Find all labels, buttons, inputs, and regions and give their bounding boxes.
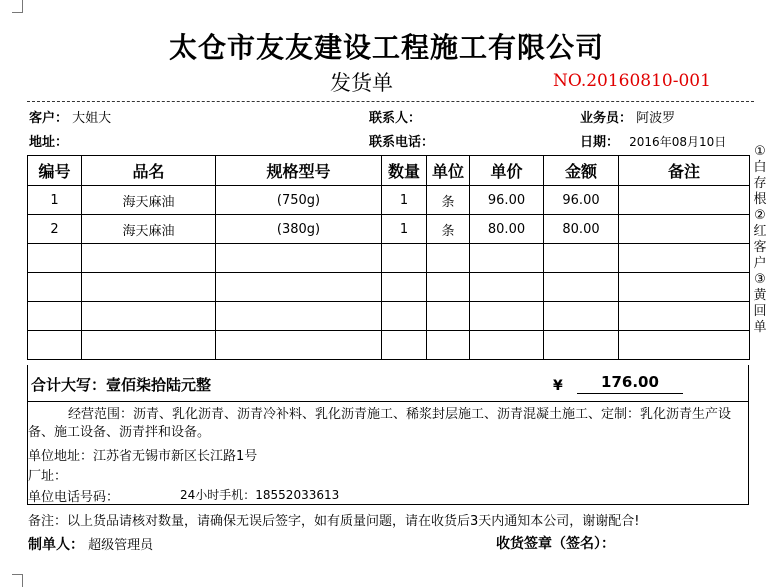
page-corner-mark (12, 574, 23, 587)
cell-no (28, 273, 82, 302)
cell-amount (544, 331, 619, 360)
copies-note: ①白存根②红客户③黄回单 (753, 144, 767, 335)
table-row (28, 215, 750, 244)
cell-remark (619, 331, 750, 360)
cell-amount: 80.00 (544, 215, 619, 244)
cell-spec (216, 331, 382, 360)
company-name: 太仓市友友建设工程施工有限公司 (168, 31, 604, 64)
table-header-row (28, 156, 750, 186)
maker-value: 超级管理员 (88, 538, 154, 553)
table-row (28, 302, 750, 331)
cell-amount (544, 302, 619, 331)
cell-price (470, 331, 544, 360)
cell-spec (216, 302, 382, 331)
header-spec: 规格型号 (216, 156, 382, 186)
cell-spec (216, 273, 382, 302)
cell-unit: 条 (427, 186, 470, 215)
remark-note: 备注：以上货品请核对数量，请确保无误后签字，如有质量问题，请在收货后3天内通知本公司，谢谢配合! (28, 514, 640, 529)
cell-unit (427, 302, 470, 331)
salesman-field (580, 107, 675, 126)
cell-product: 海天麻油 (82, 215, 216, 244)
cell-no (28, 302, 82, 331)
cell-spec: (380g) (216, 215, 382, 244)
document-number: NO.20160810-001 (553, 71, 711, 91)
table-row (28, 273, 750, 302)
cell-amount: 96.00 (544, 186, 619, 215)
maker-field (28, 534, 153, 554)
date-label: 日期： (580, 135, 620, 150)
cell-amount (544, 244, 619, 273)
business-scope: 经营范围：沥青、乳化沥青、沥青冷补料、乳化沥青施工、稀浆封层施工、沥青混凝土施工、定制：乳化沥青生产设备、施工设备、沥青拌和设备。 (28, 407, 732, 440)
cell-qty (382, 273, 427, 302)
header-product: 品名 (82, 156, 216, 186)
cell-spec: (750g) (216, 186, 382, 215)
header-remark: 备注 (619, 156, 750, 186)
phone-label: 联系电话： (369, 135, 435, 150)
cell-spec (216, 244, 382, 273)
contact-field (369, 107, 421, 126)
cell-remark (619, 215, 750, 244)
header-qty: 数量 (382, 156, 427, 186)
header-no: 编号 (28, 156, 82, 186)
cell-price: 96.00 (470, 186, 544, 215)
header-unit: 单位 (427, 156, 470, 186)
cell-remark (619, 302, 750, 331)
total-in-words: 合计大写：壹佰柒拾陆元整 (31, 376, 212, 394)
address-field (29, 131, 68, 150)
cell-qty (382, 244, 427, 273)
cell-price (470, 273, 544, 302)
cell-no: 2 (28, 215, 82, 244)
receiver-signature-label: 收货签章（签名）： (496, 536, 615, 552)
salesman-value: 阿波罗 (636, 111, 676, 126)
cell-remark (619, 244, 750, 273)
header-price: 单价 (470, 156, 544, 186)
items-table (27, 155, 750, 360)
cell-product (82, 302, 216, 331)
cell-product (82, 273, 216, 302)
customer-value: 大姐大 (72, 111, 112, 126)
cell-no: 1 (28, 186, 82, 215)
cell-no (28, 244, 82, 273)
cell-qty (382, 331, 427, 360)
date-value: 2016年08月10日 (629, 135, 727, 149)
cell-no (28, 331, 82, 360)
cell-unit (427, 331, 470, 360)
cell-qty (382, 302, 427, 331)
cell-qty: 1 (382, 186, 427, 215)
dashed-divider (27, 101, 754, 102)
cell-qty: 1 (382, 215, 427, 244)
cell-price (470, 244, 544, 273)
cell-remark (619, 186, 750, 215)
page-corner-mark (12, 0, 23, 13)
document-title: 发货单 (330, 71, 393, 95)
currency-symbol: ¥ (553, 378, 563, 394)
mobile-number: 24小时手机：18552033613 (180, 488, 340, 502)
cell-product (82, 244, 216, 273)
maker-label: 制单人： (28, 537, 84, 553)
salesman-label: 业务员： (580, 111, 633, 126)
table-row (28, 331, 750, 360)
cell-remark (619, 273, 750, 302)
cell-price (470, 302, 544, 331)
cell-unit: 条 (427, 215, 470, 244)
contact-label: 联系人： (369, 111, 422, 126)
cell-amount (544, 273, 619, 302)
cell-unit (427, 244, 470, 273)
cell-price: 80.00 (470, 215, 544, 244)
customer-label: 客户： (29, 111, 69, 126)
header-amount: 金额 (544, 156, 619, 186)
table-row (28, 244, 750, 273)
company-phone-label: 单位电话号码： (28, 490, 120, 505)
phone-field (369, 131, 434, 150)
factory-address: 厂址： (28, 469, 68, 484)
table-row (28, 186, 750, 215)
cell-unit (427, 273, 470, 302)
date-field (580, 131, 726, 150)
cell-product (82, 331, 216, 360)
cell-product: 海天麻油 (82, 186, 216, 215)
company-address: 单位地址：江苏省无锡市新区长江路1号 (28, 449, 258, 464)
address-label: 地址： (29, 135, 69, 150)
customer-field (29, 107, 111, 126)
total-amount: 176.00 (577, 373, 683, 394)
